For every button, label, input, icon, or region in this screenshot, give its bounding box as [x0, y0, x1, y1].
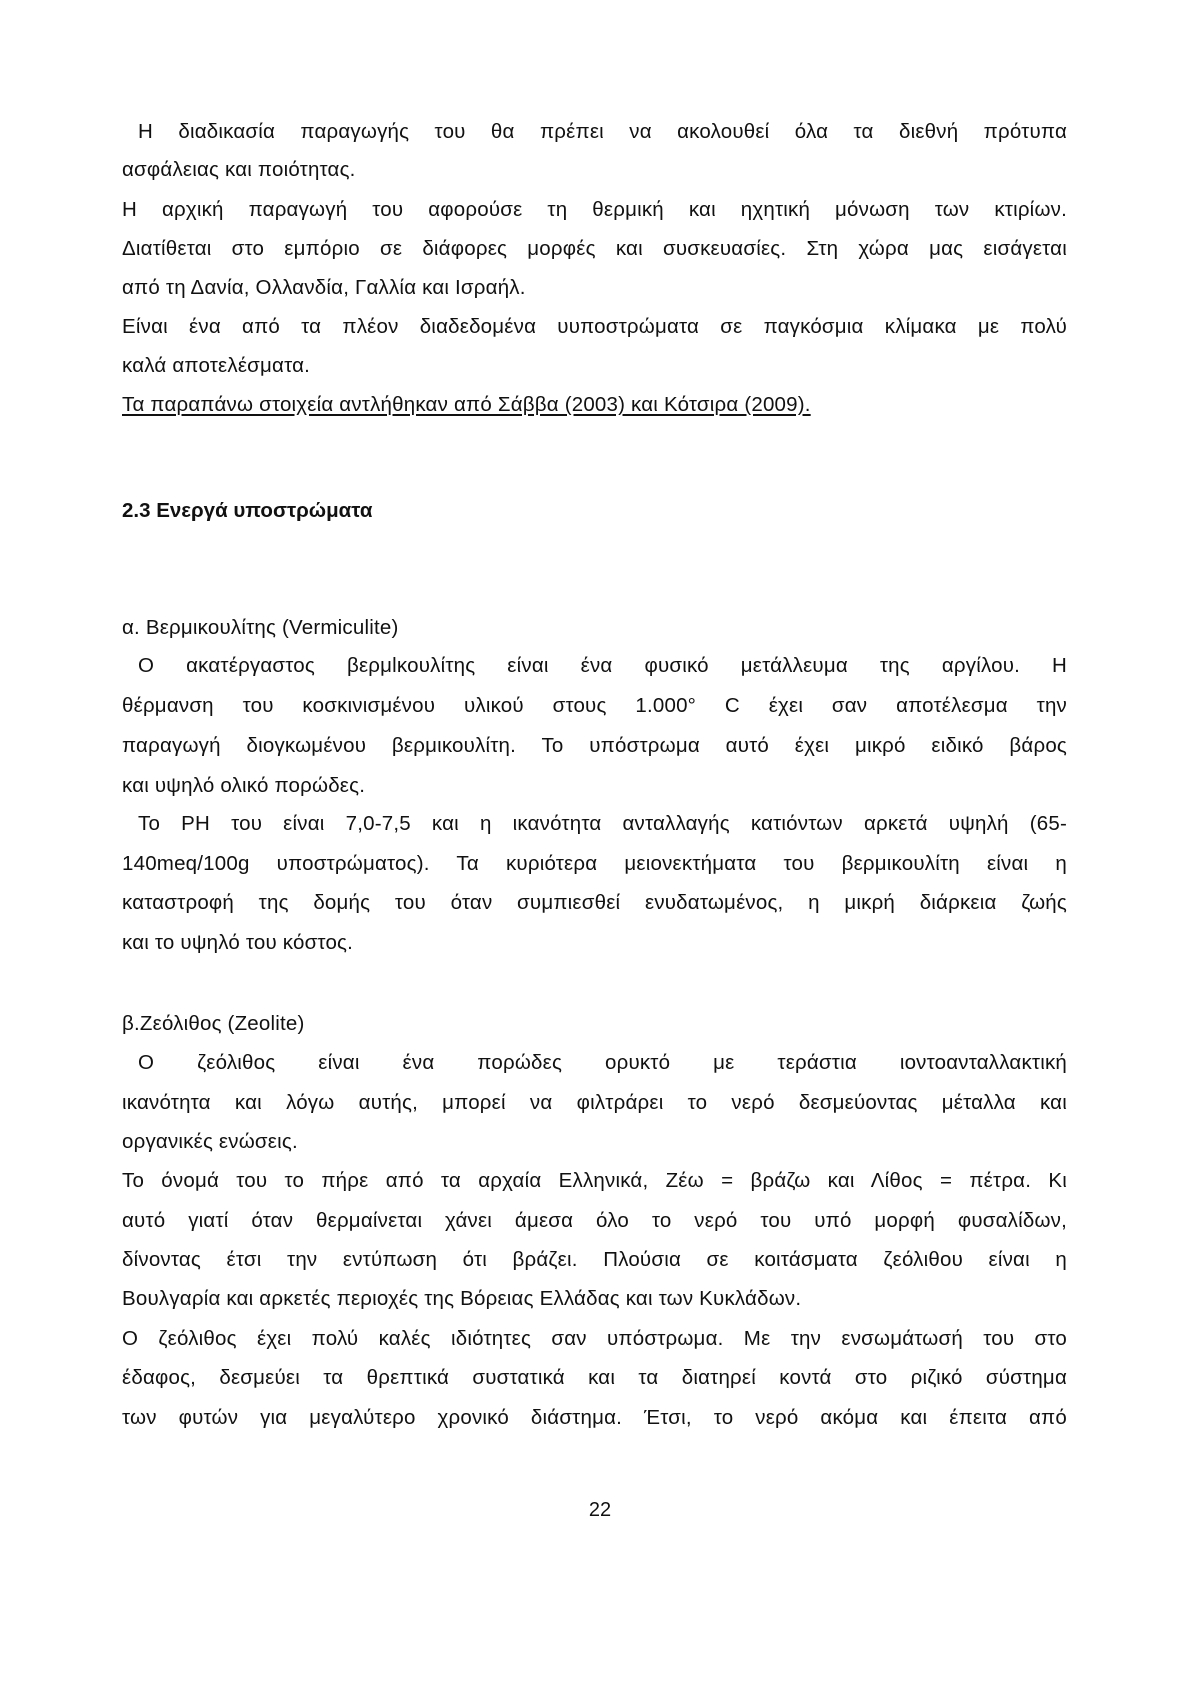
intro-line: Η αρχική παραγωγή του αφορούσε τη θερμική και ηχητική μόνωση των κτιρίων. — [122, 198, 1067, 221]
zeolite-line: δίνοντας έτσι την εντύπωση ότι βράζει. Πλούσια σε κοιτάσματα ζεόλιθου είναι η — [122, 1248, 1067, 1271]
source-citation: Τα παραπάνω στοιχεία αντλήθηκαν από Σάββα (2003) και Κότσιρα (2009). — [122, 393, 811, 416]
vermiculite-line: Το PH του είναι 7,0-7,5 και η ικανότητα ανταλλαγής κατιόντων αρκετά υψηλή (65- — [138, 812, 1067, 835]
zeolite-line: Ο ζεόλιθος έχει πολύ καλές ιδιότητες σαν υπόστρωμα. Με την ενσωμάτωσή του στο — [122, 1327, 1067, 1350]
intro-line: Διατίθεται στο εμπόριο σε διάφορες μορφές και συσκευασίες. Στη χώρα μας εισάγεται — [122, 237, 1067, 260]
zeolite-line: των φυτών για μεγαλύτερο χρονικό διάστημα. Έτσι, το νερό ακόμα και έπειτα από — [122, 1406, 1067, 1429]
vermiculite-line: και το υψηλό του κόστος. — [122, 931, 354, 954]
zeolite-line: Το όνομά του το πήρε από τα αρχαία Ελληνικά, Ζέω = βράζω και Λίθος = πέτρα. Κι — [122, 1169, 1067, 1192]
intro-line: καλά αποτελέσματα. — [122, 354, 311, 377]
subsection-title-zeolite: β.Ζεόλιθος (Zeolite) — [122, 1012, 305, 1035]
intro-line: από τη Δανία, Ολλανδία, Γαλλία και Ισραήλ. — [122, 276, 526, 299]
zeolite-line: Ο ζεόλιθος είναι ένα πορώδες ορυκτό με τεράστια ιοντοανταλλακτική — [138, 1051, 1067, 1074]
vermiculite-line: παραγωγή διογκωμένου βερμικουλίτη. Το υπόστρωμα αυτό έχει μικρό ειδικό βάρος — [122, 734, 1067, 757]
vermiculite-line: Ο ακατέργαστος βερμlκουλίτης είναι ένα φυσικό μετάλλευμα της αργίλου. Η — [138, 654, 1067, 677]
vermiculite-line: 140meq/100g υποστρώματος). Τα κυριότερα μειονεκτήματα του βερμικουλίτη είναι η — [122, 852, 1067, 875]
vermiculite-line: θέρμανση του κοσκινισμένου υλικού στους 1.000° C έχει σαν αποτέλεσμα την — [122, 694, 1067, 717]
zeolite-line: αυτό γιατί όταν θερμαίνεται χάνει άμεσα όλο το νερό του υπό μορφή φυσαλίδων, — [122, 1209, 1067, 1232]
vermiculite-line: καταστροφή της δομής του όταν συμπιεσθεί ενυδατωμένος, η μικρή διάρκεια ζωής — [122, 891, 1067, 914]
intro-line: Η διαδικασία παραγωγής του θα πρέπει να ακολουθεί όλα τα διεθνή πρότυπα — [138, 120, 1067, 143]
vermiculite-line: και υψηλό ολικό πορώδες. — [122, 774, 366, 797]
zeolite-line: έδαφος, δεσμεύει τα θρεπτικά συστατικά και τα διατηρεί κοντά στο ριζικό σύστημα — [122, 1366, 1067, 1389]
intro-line: ασφάλειας και ποιότητας. — [122, 158, 356, 181]
subsection-title-vermiculite: α. Βερμικουλίτης (Vermiculite) — [122, 616, 399, 639]
page-number: 22 — [588, 1499, 612, 1521]
intro-line: Είναι ένα από τα πλέον διαδεδομένα υυποστρώματα σε παγκόσμια κλίμακα με πολύ — [122, 315, 1067, 338]
zeolite-line: οργανικές ενώσεις. — [122, 1130, 298, 1153]
zeolite-line: ικανότητα και λόγω αυτής, μπορεί να φιλτράρει το νερό δεσμεύοντας μέταλλα και — [122, 1091, 1067, 1114]
section-heading: 2.3 Ενεργά υποστρώματα — [122, 499, 373, 522]
zeolite-line: Βουλγαρία και αρκετές περιοχές της Βόρειας Ελλάδας και των Κυκλάδων. — [122, 1287, 802, 1310]
